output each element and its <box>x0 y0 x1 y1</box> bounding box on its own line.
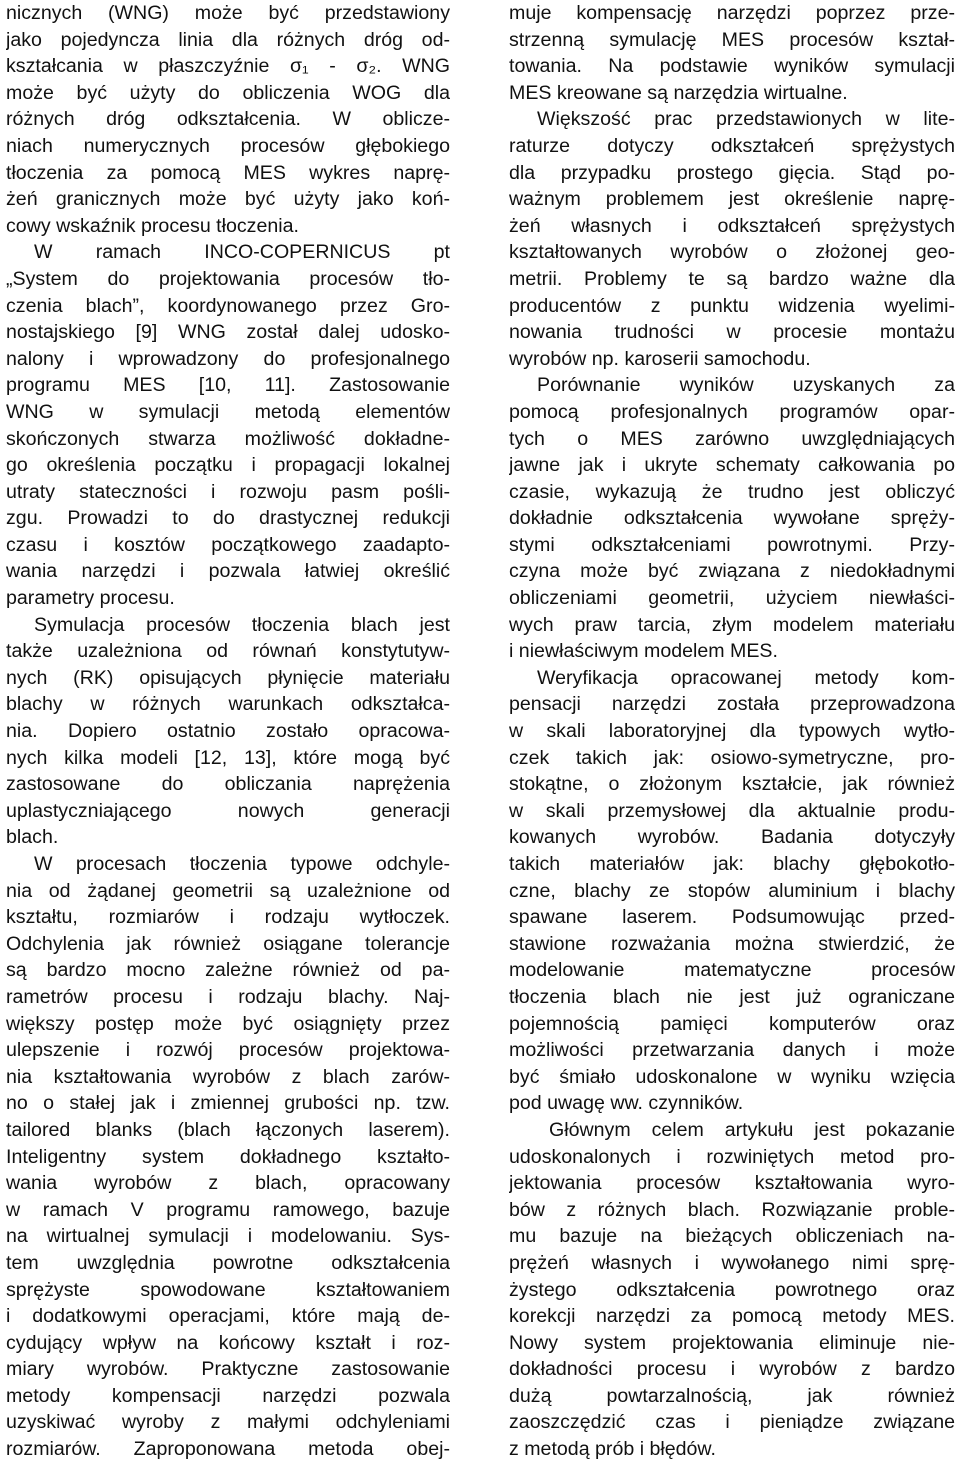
text-line: miary wyrobów. Praktyczne zastosowanie <box>6 1358 450 1381</box>
text-line: Symulacja procesów tłoczenia blach jest <box>34 613 450 636</box>
text-line: cowy wskaźnik procesu tłoczenia. <box>6 214 299 237</box>
text-line: prężeń własnych i wywołanego nimi sprę- <box>509 1251 955 1274</box>
text-line: Odchylenia jak również osiągane tolerancje <box>6 932 450 955</box>
text-line: Weryfikacja opracowanej metody kom- <box>537 666 955 689</box>
text-line: dokładności procesu i wyrobów z bardzo <box>509 1358 955 1381</box>
text-line: czne, blachy ze stopów aluminium i blachy <box>509 879 955 902</box>
text-line: sprężyste spowodowane kształtowaniem <box>6 1278 450 1301</box>
text-line: tych o MES zarówno uwzględniających <box>509 427 955 450</box>
text-line: w skali laboratoryjnej dla typowych wytło- <box>509 720 955 743</box>
text-line: tailored blanks (blach łączonych laserem). <box>6 1118 450 1141</box>
text-line: nowania trudności w procesie montażu <box>509 321 955 344</box>
text-line: nia od żądanej geometrii są uzależnione od <box>6 879 450 902</box>
text-line: czyna może być związana z niedokładnymi <box>509 560 955 583</box>
text-line: dla przypadku prostego gięcia. Stąd po- <box>509 161 955 184</box>
text-line: W procesach tłoczenia typowe odchyle- <box>34 853 450 875</box>
text-line: takich materiałów jak: blachy głębokotło- <box>509 853 955 875</box>
text-line: „System do projektowania procesów tło- <box>6 267 450 290</box>
text-line: większy postęp może być osiągnięty przez <box>6 1012 450 1035</box>
text-line: blach. <box>6 826 59 849</box>
text-line: W ramach INCO-COPERNICUS pt <box>34 241 450 264</box>
text-line: modelowanie matematyczne procesów <box>509 959 955 982</box>
text-line: nalony i wprowadzony do profesjonalnego <box>6 347 450 370</box>
text-line: mu bazuje na bieżących obliczeniach na- <box>509 1225 955 1248</box>
text-line: wych praw tarcia, złym modelem materiału <box>509 613 955 636</box>
text-line: czasie, wykazują że trudno jest obliczyć <box>509 480 955 503</box>
text-line: raturze dotyczy odkształceń sprężystych <box>509 134 955 157</box>
text-line: Głównym celem artykułu jest pokazanie <box>549 1118 955 1141</box>
text-line: strzenną symulację MES procesów kształ- <box>509 28 955 51</box>
text-line: udoskonalonych i rozwiniętych metod pro- <box>509 1145 955 1168</box>
text-line: z metodą prób i błędów. <box>509 1438 716 1461</box>
text-line: muje kompensację narzędzi poprzez prze- <box>509 2 955 24</box>
text-line: zastosowane do obliczania naprężenia <box>6 773 450 796</box>
text-line: bów z różnych blach. Rozwiązanie proble- <box>509 1198 955 1221</box>
text-line: w skali przemysłowej dla aktualnie produ- <box>509 799 955 822</box>
text-line: nostajskiego [9] WNG został dalej udosko- <box>6 321 450 344</box>
text-line: skończonych stwarza możliwość dokładne- <box>6 427 450 450</box>
text-line: stokątne, o złożonym kształcie, jak również <box>509 773 955 796</box>
text-line: Nowy system projektowania eliminuje nie- <box>509 1331 955 1354</box>
text-line: metody kompensacji narzędzi pozwala <box>6 1384 450 1407</box>
text-line: wyrobów np. karoserii samochodu. <box>509 347 811 370</box>
text-line: go określenia początku i propagacji lokalnej <box>6 454 450 477</box>
text-line: pensacji narzędzi została przeprowadzona <box>509 693 955 716</box>
text-line: tem uwzględnia powrotne odkształcenia <box>6 1251 450 1274</box>
text-line: obliczeniami geometrii, użyciem niewłaści- <box>509 587 955 610</box>
text-line: może być użyty do obliczenia WOG dla <box>6 81 450 104</box>
right-text-column <box>509 0 955 1463</box>
text-line: metrii. Problemy te są bardzo ważne dla <box>509 267 955 290</box>
text-line: różnych dróg odkształcenia. W oblicze- <box>6 108 450 131</box>
text-line: nicznych (WNG) może być przedstawiony <box>6 2 450 24</box>
text-line: czek takich jak: osiowo-symetryczne, pro- <box>509 746 955 769</box>
text-line: i niewłaściwym modelem MES. <box>509 640 778 663</box>
text-line: utraty stateczności i rozwoju pasm pośli- <box>6 480 450 503</box>
text-line: uplastyczniającego nowych generacji <box>6 799 450 822</box>
text-line: jawne jak i ukryte schematy całkowania po <box>509 454 955 477</box>
left-text-column <box>6 0 450 1463</box>
text-line: wania narzędzi i pozwala łatwiej określić <box>6 560 450 583</box>
text-line: są bardzo mocno zależne również od pa- <box>6 959 450 982</box>
text-line: tłoczenia za pomocą MES wykres naprę- <box>6 161 450 184</box>
text-line: kowanych wyrobów. Badania dotyczyły <box>509 826 955 849</box>
text-line: i dodatkowymi operacjami, które mają de- <box>6 1305 450 1328</box>
text-line: pomocą profesjonalnych programów opar- <box>509 400 955 423</box>
text-line: cydujący wpływ na końcowy kształt i roz- <box>6 1331 450 1354</box>
text-line: także uzależniona od równań konstytutyw- <box>6 640 450 663</box>
text-line: jako pojedyncza linia dla różnych dróg od- <box>6 28 450 51</box>
text-line: stawione rozważania można stwierdzić, że <box>509 932 955 955</box>
text-line: stymi odkształceniami powrotnymi. Przy- <box>509 533 955 556</box>
text-line: pod uwagę ww. czynników. <box>509 1092 744 1115</box>
text-line: tłoczenia blach nie jest już ograniczane <box>509 985 955 1008</box>
text-line: ważnym problemem jest określenie naprę- <box>509 188 955 211</box>
text-line: nia. Dopiero ostatnio zostało opracowa- <box>6 720 450 743</box>
text-line: ulepszenie i rozwój procesów projektowa- <box>6 1039 450 1062</box>
text-line: czenia blach”, koordynowanego przez Gro- <box>6 294 450 317</box>
text-line: korekcji narzędzi za pomocą metody MES. <box>509 1305 955 1328</box>
text-line: żystego odkształcenia powrotnego oraz <box>509 1278 955 1301</box>
text-line: w ramach V programu ramowego, bazuje <box>6 1198 450 1221</box>
text-line: rozmiarów. Zaproponowana metoda obej- <box>6 1438 450 1461</box>
text-line: kształcania w płaszczyźnie σ₁ - σ₂. WNG <box>6 55 450 78</box>
text-line: możliwości przetwarzania danych i może <box>509 1039 955 1062</box>
text-line: pojemnością pamięci komputerów oraz <box>509 1012 955 1035</box>
text-line: żeń granicznych może być użyty jako koń- <box>6 188 450 211</box>
text-line: być śmiało udoskonalone w wyniku wzięcia <box>509 1065 955 1088</box>
text-line: czasu i kosztów początkowego zaadapto- <box>6 533 450 556</box>
text-line: nych kilka modeli [12, 13], które mogą być <box>6 746 450 769</box>
text-line: kształtowanych wyrobów o złożonej geo- <box>509 241 955 264</box>
text-line: dokładnie odkształcenia wywołane spręży- <box>509 507 955 530</box>
text-line: MES kreowane są narzędzia wirtualne. <box>509 81 848 104</box>
text-line: nia kształtowania wyrobów z blach zarów- <box>6 1065 450 1088</box>
text-line: towania. Na podstawie wyników symulacji <box>509 55 955 78</box>
text-line: na wirtualnej symulacji i modelowaniu. Sys- <box>6 1225 450 1248</box>
text-line: uzyskiwać wyroby z małymi odchyleniami <box>6 1411 450 1434</box>
text-line: kształtu, rozmiarów i rodzaju wytłoczek. <box>6 906 450 929</box>
text-line: wania wyrobów z blach, opracowany <box>6 1172 450 1195</box>
text-line: spawane laserem. Podsumowując przed- <box>509 906 955 929</box>
text-line: nych (RK) opisujących płynięcie materiału <box>6 666 450 689</box>
text-line: Inteligentny system dokładnego kształto- <box>6 1145 450 1168</box>
text-line: jektowania procesów kształtowania wyro- <box>509 1172 955 1195</box>
text-line: WNG w symulacji metodą elementów <box>6 400 450 423</box>
text-line: producentów z punktu widzenia wyelimi- <box>509 294 955 317</box>
text-line: Większość prac przedstawionych w lite- <box>537 108 955 131</box>
text-line: programu MES [10, 11]. Zastosowanie <box>6 374 450 397</box>
text-line: zgu. Prowadzi to do drastycznej redukcji <box>6 507 450 530</box>
text-line: zaoszczędzić czas i pieniądze związane <box>509 1411 955 1434</box>
text-line: Porównanie wyników uzyskanych za <box>537 374 955 397</box>
text-line: żeń własnych i odkształceń sprężystych <box>509 214 955 237</box>
text-line: parametry procesu. <box>6 587 175 610</box>
text-line: dużą powtarzalnością, jak również <box>509 1384 955 1407</box>
text-line: no o stałej jak i zmiennej grubości np. tzw. <box>6 1092 450 1115</box>
text-line: niach numerycznych procesów głębokiego <box>6 134 450 157</box>
text-line: blachy w różnych warunkach odkształca- <box>6 693 450 716</box>
text-line: rametrów procesu i rodzaju blachy. Naj- <box>6 985 450 1008</box>
